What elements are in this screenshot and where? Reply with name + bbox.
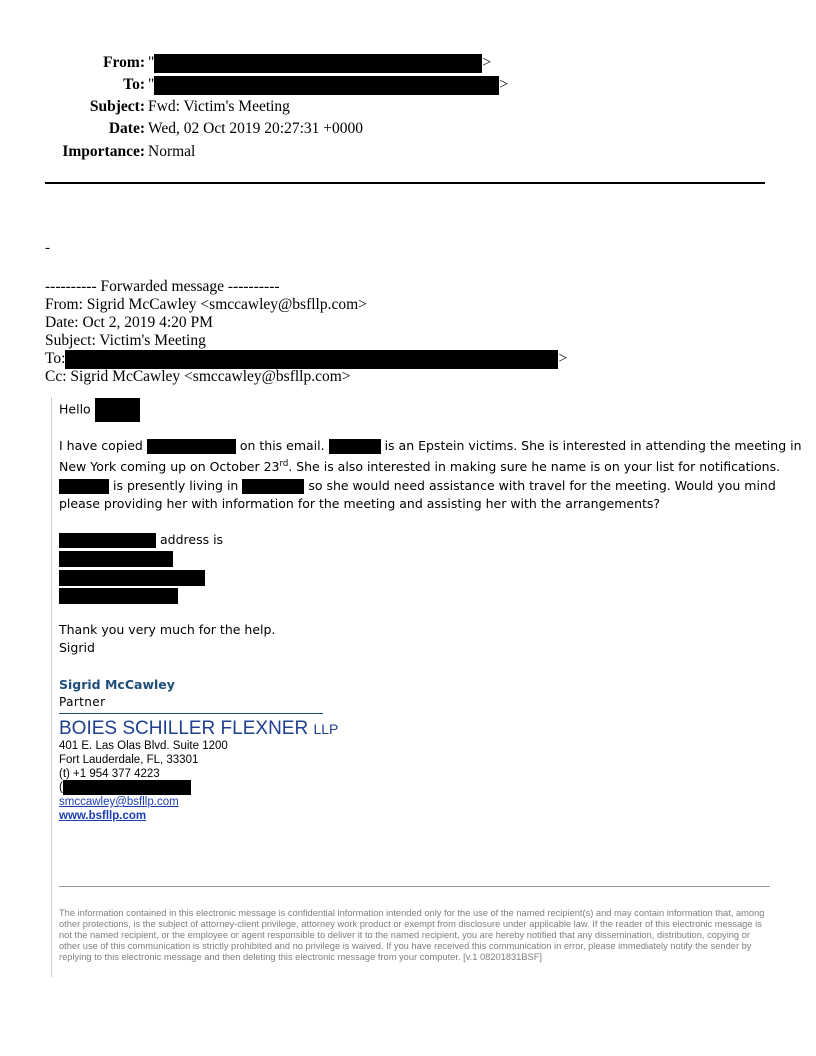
dash: - — [45, 240, 50, 256]
address-line-1: 401 E. Las Olas Blvd. Suite 1200 — [59, 740, 228, 752]
importance-label: Importance: — [62, 143, 145, 160]
forwarded-to: To: > — [45, 350, 568, 368]
redaction — [63, 780, 191, 795]
date-value: Wed, 02 Oct 2019 20:27:31 +0000 — [148, 120, 364, 137]
website-link[interactable]: www.bsfllp.com — [59, 810, 147, 822]
from-value: " > — [148, 54, 492, 72]
redaction — [65, 350, 558, 369]
to-value: " > — [148, 76, 509, 94]
redaction — [59, 588, 178, 604]
redaction — [154, 76, 499, 95]
firm-name: BOIES SCHILLER FLEXNER LLP — [59, 718, 339, 739]
disclaimer-text: The information contained in this electronic message is confidential information intended only for the use of the named recipient(s) and may contain information that, among other protections, is the subject of attorney-client privilege, attorney work product or exempt from disclosure under applicable law. If the reader of this electronic message is not the named recipient, or the employee or agent responsible to deliver it to the named recipient, you are hereby notified that any dissemination, distribution, copying or other use of this communication is strictly prohibited and no privilege is waived. If you have received this communication in error, please immediately notify the sender by replying to this electronic message and then deleting this electronic message from your computer. [v.1 08201831BSF] — [59, 908, 765, 962]
redaction — [147, 439, 236, 454]
closing-name: Sigrid — [59, 640, 95, 655]
forwarded-from: From: Sigrid McCawley <smccawley@bsfllp.com> — [45, 296, 367, 313]
header-divider — [45, 182, 765, 184]
fax-line: ( — [59, 780, 191, 795]
redaction — [95, 398, 140, 422]
redaction — [59, 479, 109, 494]
thanks-line: Thank you very much for the help. — [59, 622, 276, 637]
signature-title: Partner — [59, 695, 106, 709]
paragraph-line-2: New York coming up on October 23rd. She is also interested in making sure he name is on your list for notifications. — [59, 458, 781, 474]
signature-divider — [59, 713, 323, 714]
redaction — [59, 533, 156, 548]
subject-label: Subject: — [89, 98, 145, 115]
redaction — [154, 54, 482, 73]
address-intro: address is — [59, 532, 223, 548]
date-label: Date: — [108, 120, 145, 137]
redaction — [59, 551, 173, 567]
email-link[interactable]: smccawley@bsfllp.com — [59, 796, 179, 808]
disclaimer-divider — [59, 886, 770, 887]
importance-value: Normal — [148, 143, 196, 160]
quote-bar — [51, 397, 52, 977]
phone-line: (t) +1 954 377 4223 — [59, 768, 160, 780]
from-label: From: — [103, 54, 145, 71]
forwarded-cc: Cc: Sigrid McCawley <smccawley@bsfllp.com> — [45, 368, 351, 385]
paragraph-line-4: please providing her with information for the meeting and assisting her with the arrangements? — [59, 496, 661, 511]
signature-name: Sigrid McCawley — [59, 677, 175, 692]
redaction — [329, 439, 381, 454]
paragraph-line-3: is presently living in so she would need assistance with travel for the meeting. Would you mind — [59, 478, 776, 494]
greeting: Hello — [59, 398, 140, 422]
redaction — [242, 479, 304, 494]
paragraph-line-1: I have copied on this email. is an Epstein victims. She is interested in attending the meeting in — [59, 438, 802, 453]
subject-value: Fwd: Victim's Meeting — [148, 98, 290, 115]
forwarded-banner: ---------- Forwarded message ---------- — [45, 278, 280, 295]
to-label: To: — [123, 76, 145, 93]
address-line-2: Fort Lauderdale, FL, 33301 — [59, 754, 199, 766]
redaction — [59, 570, 205, 586]
forwarded-date: Date: Oct 2, 2019 4:20 PM — [45, 314, 213, 331]
forwarded-subject: Subject: Victim's Meeting — [45, 332, 206, 349]
